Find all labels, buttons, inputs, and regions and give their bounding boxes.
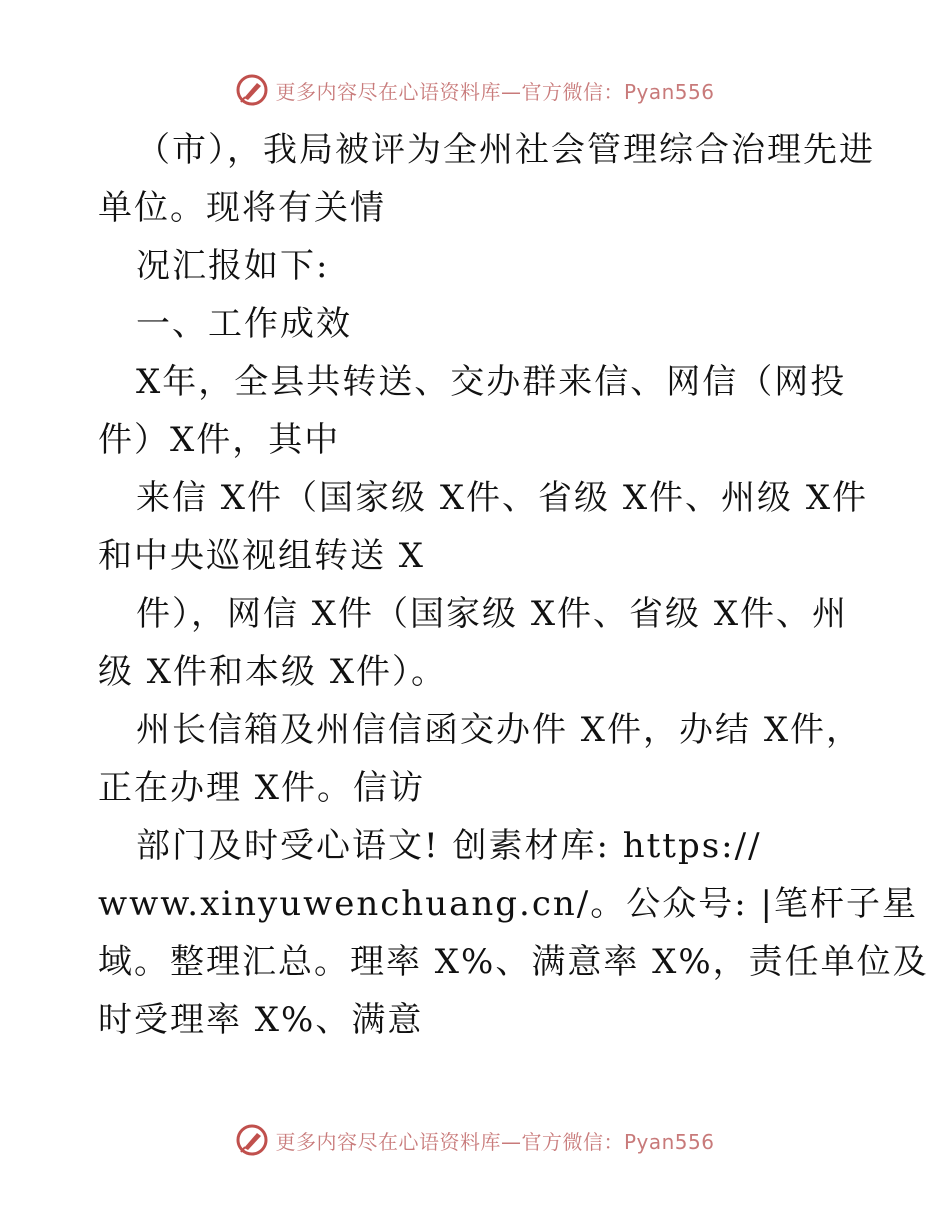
text-line: X年，全县共转送、交办群来信、网信（网投 xyxy=(136,362,847,402)
text-line: www.xinyuwenchuang.cn/。公众号: |笔杆子星 xyxy=(98,884,918,924)
text-line: 件），网信 X件（国家级 X件、省级 X件、州 xyxy=(136,594,849,634)
text-line: 州长信箱及州信信函交办件 X件，办结 X件， xyxy=(136,710,863,750)
text-line: 级 X件和本级 X件）。 xyxy=(98,652,448,692)
text-line: 一、工作成效 xyxy=(136,304,352,344)
text-line: 域。整理汇总。理率 X%、满意率 X%，责任单位及 xyxy=(98,942,929,982)
footer-watermark xyxy=(0,1120,950,1160)
quill-pen-logo-icon xyxy=(235,1123,269,1157)
text-line: （市），我局被评为全州社会管理综合治理先进 xyxy=(136,130,875,170)
text-line: 件）X件，其中 xyxy=(98,420,341,460)
text-line: 正在办理 X件。信访 xyxy=(98,768,426,808)
header-watermark xyxy=(0,70,950,110)
text-line: 和中央巡视组转送 X xyxy=(98,536,426,576)
text-line: 来信 X件（国家级 X件、省级 X件、州级 X件 xyxy=(136,478,869,518)
text-line: 部门及时受心语文! 创素材库: https:// xyxy=(136,826,762,866)
quill-pen-logo-icon xyxy=(235,73,269,107)
text-line: 单位。现将有关情 xyxy=(98,188,386,228)
footer-watermark-text: 更多内容尽在心语资料库—官方微信：Pyan556 xyxy=(275,1129,715,1154)
header-watermark-text: 更多内容尽在心语资料库—官方微信：Pyan556 xyxy=(275,79,715,104)
text-line: 时受理率 X%、满意 xyxy=(98,1000,424,1040)
text-line: 况汇报如下: xyxy=(136,246,330,286)
